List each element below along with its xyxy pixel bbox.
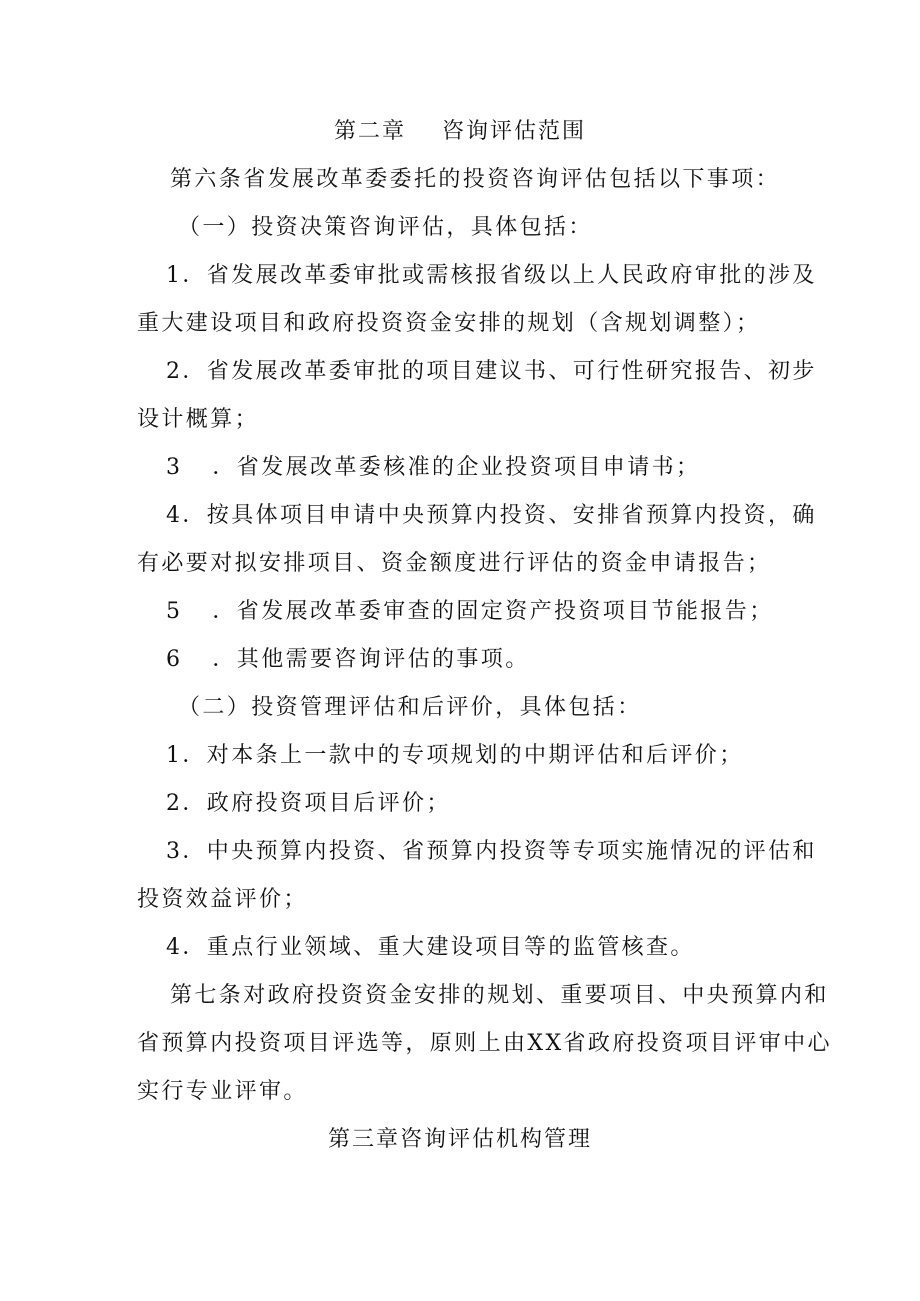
section-1-item-2-line-2: 设计概算；	[137, 407, 260, 432]
section-1-item-6	[166, 645, 530, 675]
item-5-number: 5	[166, 599, 183, 624]
chapter-3-heading: 第三章咨询评估机构管理	[327, 1127, 592, 1152]
section-2-item-1: 1．对本条上一款中的专项规划的中期评估和后评价；	[166, 743, 744, 768]
article-6-line-1: 第六条省发展改革委委托的投资咨询评估包括以下事项：	[170, 167, 781, 192]
item-3-number: 3	[166, 455, 183, 480]
item-6-text: ．其他需要咨询评估的事项。	[212, 647, 530, 672]
article-7-line-3: 实行专业评审。	[137, 1079, 308, 1104]
item-6-number: 6	[166, 647, 183, 672]
section-2-item-4: 4．重点行业领域、重大建设项目等的监管核查。	[166, 935, 695, 960]
section-2-item-2: 2．政府投资项目后评价；	[166, 791, 451, 816]
section-1-item-3	[166, 453, 700, 483]
section-2-item-3-line-2: 投资效益评价；	[137, 887, 308, 912]
section-1-item-5	[166, 597, 774, 627]
section-2-heading: （二）投资管理评估和后评价，具体包括：	[178, 695, 642, 720]
section-1-heading: （一）投资决策咨询评估，具体包括：	[178, 215, 593, 240]
article-7-line-1: 第七条对政府投资资金安排的规划、重要项目、中央预算内和	[170, 983, 829, 1008]
chapter-2-title: 咨询评估范围	[442, 119, 587, 144]
chapter-2-number: 第二章	[333, 119, 406, 144]
item-5-text: ．省发展改革委审查的固定资产投资项目节能报告；	[212, 599, 774, 624]
section-1-item-2-line-1: 2．省发展改革委审批的项目建议书、可行性研究报告、初步	[166, 359, 817, 384]
chapter-2-heading	[0, 117, 920, 147]
section-1-item-4-line-2: 有必要对拟安排项目、资金额度进行评估的资金申请报告；	[137, 551, 772, 576]
item-3-text: ．省发展改革委核准的企业投资项目申请书；	[212, 455, 701, 480]
section-2-item-3-line-1: 3．中央预算内投资、省预算内投资等专项实施情况的评估和	[166, 839, 817, 864]
section-1-item-1-line-2: 重大建设项目和政府投资资金安排的规划（含规划调整）；	[137, 311, 761, 336]
article-7-line-2: 省预算内投资项目评选等，原则上由XX省政府投资项目评审中心	[137, 1031, 832, 1056]
section-1-item-1-line-1: 1．省发展改革委审批或需核报省级以上人民政府审批的涉及	[166, 263, 817, 288]
section-1-item-4-line-1: 4．按具体项目申请中央预算内投资、安排省预算内投资，确	[166, 503, 817, 528]
